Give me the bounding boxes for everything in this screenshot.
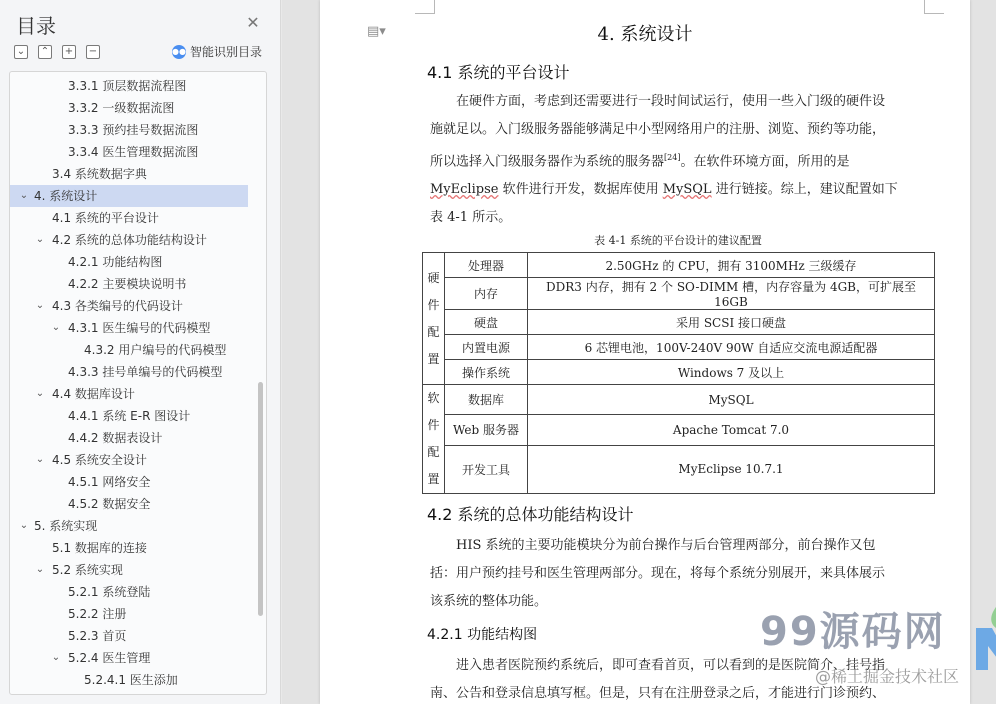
table-cell-value: DDR3 内存，拥有 2 个 SO-DIMM 槽，内存容量为 4GB，可扩展至 16GB: [528, 278, 935, 310]
toc-item[interactable]: [10, 163, 248, 185]
toc-item-label: 4.5 系统安全设计: [52, 453, 147, 467]
toc-item[interactable]: [10, 251, 248, 273]
section-4-2-heading: 4.2 系统的总体功能结构设计: [427, 505, 634, 524]
toc-item-label: 4.2.2 主要模块说明书: [68, 277, 187, 291]
smart-toc-label: 智能识别目录: [190, 45, 263, 59]
table-caption: 表 4-1 系统的平台设计的建议配置: [594, 234, 762, 247]
para-line: 在硬件方面，考虑到还需要进行一段时间试运行，使用一些入门级的硬件设: [456, 94, 886, 109]
table-cell-value: Apache Tomcat 7.0: [528, 415, 935, 445]
table-cell-value: Windows 7 及以上: [528, 360, 935, 385]
para-line: 表 4-1 所示。: [430, 210, 512, 226]
toc-item[interactable]: [10, 669, 248, 691]
toc-item-label: 3.4 系统数据字典: [52, 167, 147, 181]
toc-item-label: 5.1 数据库的连接: [52, 541, 147, 555]
toc-list-container: [9, 71, 267, 695]
collapse-all-icon[interactable]: ⌃: [38, 45, 52, 59]
para-line: HIS 系统的主要功能模块分为前台操作与后台管理两部分，前台操作又包: [456, 538, 876, 553]
toc-item-label: 4.1 系统的平台设计: [52, 211, 159, 225]
table-row: [423, 415, 935, 445]
toc-item[interactable]: [10, 75, 248, 97]
toc-item[interactable]: [10, 493, 248, 515]
paragraph-4-1: [430, 88, 930, 232]
toc-item-label: 5.2 系统实现: [52, 563, 123, 577]
para-line: 南、公告和登录信息填写框。但是，只有在注册登录之后，才能进行门诊预约、: [430, 686, 886, 701]
toc-item-label: 4.5.1 网络安全: [68, 475, 151, 489]
page-margin-mark-left: [415, 0, 435, 14]
chevron-down-icon[interactable]: ⌄: [35, 234, 45, 245]
table-cell-item: 操作系统: [445, 360, 528, 385]
toc-item[interactable]: [10, 537, 248, 559]
smart-ai-icon: ●●: [172, 45, 186, 59]
toc-item[interactable]: [10, 625, 248, 647]
toc-list: [10, 72, 266, 691]
watermark-logo: [972, 598, 996, 672]
table-cell-item: 内置电源: [445, 335, 528, 360]
document-options-icon[interactable]: ▤▾: [367, 24, 386, 39]
toc-scrollbar[interactable]: [258, 382, 263, 616]
toc-item-label: 3.3.3 预约挂号数据流图: [68, 123, 199, 137]
toc-item-label: 5.2.4.1 医生添加: [84, 673, 178, 687]
para-line: 所以选择入门级服务器作为系统的服务器[24]。在软件环境方面，所用的是: [430, 153, 850, 170]
toc-title: 目录: [16, 14, 56, 38]
toc-item[interactable]: [10, 405, 248, 427]
toc-item[interactable]: [10, 559, 248, 581]
toc-item[interactable]: [10, 317, 248, 339]
toc-item[interactable]: [10, 229, 248, 251]
table-cell-value: MyEclipse 10.7.1: [528, 445, 935, 493]
toc-item-label: 4.2 系统的总体功能结构设计: [52, 233, 207, 247]
toc-item[interactable]: [10, 295, 248, 317]
table-row: [423, 360, 935, 385]
toc-item-label: 4.3.3 挂号单编号的代码模型: [68, 365, 223, 379]
table-cell-value: 2.50GHz 的 CPU，拥有 3100MHz 三级缓存: [528, 253, 935, 278]
toc-item-label: 4.3.1 医生编号的代码模型: [68, 321, 211, 335]
toc-item-label: 4.4.2 数据表设计: [68, 431, 163, 445]
add-item-icon[interactable]: +: [62, 45, 76, 59]
toc-item-label: 4. 系统设计: [34, 189, 98, 203]
toc-item-label: 3.3.1 顶层数据流程图: [68, 79, 187, 93]
table-row: [423, 445, 935, 493]
chevron-down-icon[interactable]: ⌄: [51, 652, 61, 663]
chevron-down-icon[interactable]: ⌄: [35, 454, 45, 465]
toc-item-label: 4.4 数据库设计: [52, 387, 135, 401]
para-line: 括：用户预约挂号和医生管理两部分。现在，将每个系统分别展开，来具体展示: [430, 566, 886, 581]
toc-item[interactable]: [10, 207, 248, 229]
expand-all-icon[interactable]: ⌄: [14, 45, 28, 59]
chevron-down-icon[interactable]: ⌄: [35, 388, 45, 399]
toc-item-label: 5.2.1 系统登陆: [68, 585, 151, 599]
chapter-title: 4. 系统设计: [597, 24, 693, 45]
toc-toolbar: [14, 43, 100, 61]
toc-item-label: 5.2.4 医生管理: [68, 651, 151, 665]
toc-item[interactable]: [10, 647, 248, 669]
toc-item-label: 4.5.2 数据安全: [68, 497, 151, 511]
para-line: 该系统的整体功能。: [430, 594, 548, 609]
table-cell-value: 6 芯锂电池，100V-240V 90W 自适应交流电源适配器: [528, 335, 935, 360]
table-row: [423, 253, 935, 278]
toc-item[interactable]: [10, 185, 248, 207]
spec-table: [422, 252, 935, 494]
toc-item[interactable]: [10, 97, 248, 119]
watermark-text: 99源码网: [760, 609, 946, 655]
toc-item-label: 4.3 各类编号的代码设计: [52, 299, 183, 313]
section-4-1-heading: 4.1 系统的平台设计: [427, 63, 570, 82]
table-cell-item: 处理器: [445, 253, 528, 278]
chevron-down-icon[interactable]: ⌄: [35, 564, 45, 575]
section-4-2-1-heading: 4.2.1 功能结构图: [427, 627, 538, 643]
table-cell-value: MySQL: [528, 385, 935, 415]
toc-item[interactable]: [10, 515, 248, 537]
close-icon[interactable]: ✕: [246, 13, 260, 32]
para-line: 进入患者医院预约系统后，即可查看首页，可以看到的是医院简介、挂号指: [456, 658, 886, 673]
table-cell-value: 采用 SCSI 接口硬盘: [528, 310, 935, 335]
toc-item[interactable]: [10, 427, 248, 449]
toc-panel: [0, 0, 281, 704]
para-line: MyEclipse 软件进行开发，数据库使用 MySQL 进行链接。综上，建议配置如下: [430, 182, 898, 198]
toc-item-label: 3.3.4 医生管理数据流图: [68, 145, 199, 159]
chevron-down-icon[interactable]: ⌄: [51, 322, 61, 333]
toc-item[interactable]: [10, 581, 248, 603]
chevron-down-icon[interactable]: ⌄: [35, 300, 45, 311]
toc-item[interactable]: [10, 603, 248, 625]
toc-item-label: 4.4.1 系统 E-R 图设计: [68, 409, 191, 423]
chevron-down-icon[interactable]: ⌄: [19, 190, 29, 201]
toc-item-label: 5.2.2 注册: [68, 607, 127, 621]
table-group-software: 软 件 配 置: [423, 385, 445, 494]
chevron-down-icon[interactable]: ⌄: [19, 520, 29, 531]
document-page[interactable]: [320, 0, 970, 704]
table-row: [423, 310, 935, 335]
toc-item[interactable]: [10, 273, 248, 295]
document-area: [282, 0, 996, 704]
table-group-hardware: 硬 件 配 置: [423, 253, 445, 385]
toc-item-label: 5.2.3 首页: [68, 629, 127, 643]
table-cell-item: 硬盘: [445, 310, 528, 335]
toc-item[interactable]: [10, 361, 248, 383]
table-cell-item: 数据库: [445, 385, 528, 415]
page-margin-mark-right: [924, 0, 944, 14]
toc-item[interactable]: [10, 383, 248, 405]
table-row: [423, 335, 935, 360]
watermark-credit: @稀土掘金技术社区: [815, 667, 960, 686]
toc-item-label: 3.3.2 一级数据流图: [68, 101, 175, 115]
smart-toc-button[interactable]: [172, 43, 262, 60]
table-row: [423, 385, 935, 415]
toc-item[interactable]: [10, 141, 248, 163]
toc-item[interactable]: [10, 339, 248, 361]
toc-item[interactable]: [10, 449, 248, 471]
toc-item[interactable]: [10, 119, 248, 141]
toc-item[interactable]: [10, 471, 248, 493]
table-cell-item: 开发工具: [445, 445, 528, 493]
remove-item-icon[interactable]: −: [86, 45, 100, 59]
toc-item-label: 5. 系统实现: [34, 519, 98, 533]
toc-item-label: 4.2.1 功能结构图: [68, 255, 163, 269]
para-line: 施就足以。入门级服务器能够满足中小型网络用户的注册、浏览、预约等功能，: [430, 122, 886, 137]
table-cell-item: Web 服务器: [445, 415, 528, 445]
toc-item-label: 4.3.2 用户编号的代码模型: [84, 343, 227, 357]
table-row: [423, 278, 935, 310]
table-cell-item: 内存: [445, 278, 528, 310]
